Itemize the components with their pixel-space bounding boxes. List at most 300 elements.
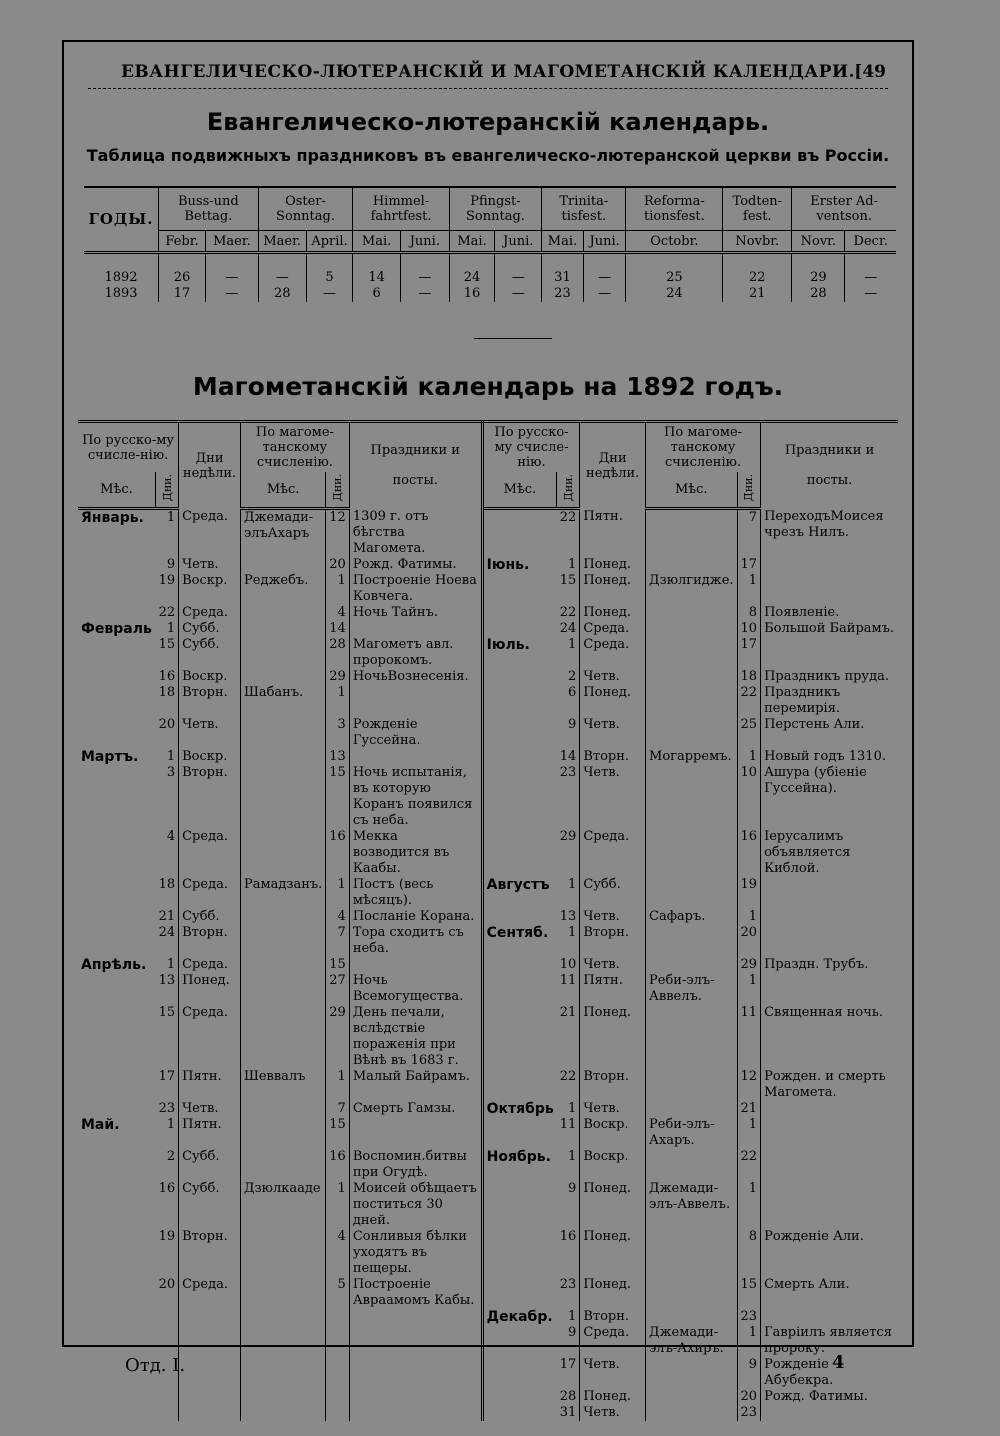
- holiday-cell: Іерусалимъ объявляется Киблой.: [764, 828, 851, 876]
- lutheran-table: [84, 186, 896, 302]
- weekday-cell: Понед.: [580, 573, 646, 605]
- month-cell: [482, 749, 557, 765]
- day-cell: 16: [557, 1229, 580, 1277]
- month-cell: [482, 685, 557, 717]
- muslim-day-cell: 1: [737, 749, 761, 765]
- holiday-cell: [349, 1117, 482, 1149]
- holiday-cell: [761, 1309, 898, 1325]
- holidays-header: Праздники и посты.: [761, 422, 898, 509]
- holiday-cell: День печали, вслѣдствіе пораженія при Вѣнѣ въ 1683 г.: [349, 1005, 482, 1069]
- holiday-cell: [349, 749, 482, 765]
- holiday-cell: [761, 973, 898, 1005]
- muslim-month-cell: [646, 925, 738, 957]
- day-cell: 3: [156, 765, 179, 829]
- weekday-cell: Вторн.: [179, 765, 241, 829]
- muslim-day-cell: 29: [737, 957, 761, 973]
- muslim-day-cell: [326, 1389, 350, 1405]
- calendar-row: [78, 605, 898, 621]
- day-cell: 9: [557, 717, 580, 749]
- month-cell: [78, 573, 156, 605]
- month-cell: [482, 717, 557, 749]
- holiday-cell: [761, 1181, 898, 1229]
- weekday-cell: Воскр.: [179, 573, 241, 605]
- muslim-month-cell: [646, 957, 738, 973]
- holiday-cell: Рожденіе Али.: [764, 1228, 864, 1244]
- feast-header: Pfingst-Sonntag.: [449, 187, 541, 231]
- month-cell: [482, 1069, 557, 1101]
- month-cell: Октябрь: [486, 1100, 554, 1117]
- muslim-month-cell: [241, 1005, 326, 1069]
- calendar-row: [78, 621, 898, 637]
- weekday-cell: Пятн.: [179, 1069, 241, 1101]
- muslim-month-cell: [646, 1389, 738, 1405]
- date-cell: —: [206, 286, 259, 302]
- holiday-cell: [761, 637, 898, 669]
- day-cell: 19: [156, 1229, 179, 1277]
- date-cell: 24: [626, 286, 723, 302]
- month-subheader: Мѣс.: [482, 472, 557, 509]
- month-cell: Декабр.: [486, 1308, 553, 1325]
- month-cell: [78, 717, 156, 749]
- lutheran-header-row: [84, 187, 896, 231]
- month-header: Novbr.: [723, 231, 792, 253]
- calendar-row: [78, 1357, 898, 1389]
- ornamental-rule: [88, 88, 888, 89]
- weekday-cell: Среда.: [179, 1005, 241, 1069]
- holiday-cell: Праздникъ пруда.: [764, 668, 889, 684]
- muslim-day-cell: 8: [737, 1229, 761, 1277]
- month-cell: Апрѣль.: [81, 956, 147, 973]
- date-cell: 29: [792, 270, 845, 286]
- holiday-cell: Ночь Всемогущества.: [349, 973, 482, 1005]
- month-cell: [482, 1229, 557, 1277]
- muslim-month-cell: Реби-элъ-Аввелъ.: [646, 973, 738, 1005]
- holiday-cell: Построеніе Ноева Ковчега.: [349, 573, 482, 605]
- muslim-month-cell: [241, 973, 326, 1005]
- muslim-day-cell: 7: [737, 509, 761, 557]
- weekday-cell: Четв.: [580, 1101, 646, 1117]
- muslim-day-cell: 15: [326, 957, 350, 973]
- muslim-day-cell: 25: [737, 717, 761, 749]
- day-cell: 1: [557, 557, 580, 573]
- calendar-row: [78, 909, 898, 925]
- muslim-month-cell: Джемади-элъАхаръ: [241, 509, 326, 557]
- muslim-day-cell: 16: [326, 1149, 350, 1181]
- holiday-cell: Священная ночь.: [764, 1004, 884, 1020]
- muslim-day-cell: 10: [737, 621, 761, 637]
- weekday-cell: Пятн.: [179, 1117, 241, 1149]
- weekday-cell: Субб.: [179, 1149, 241, 1181]
- muslim-month-cell: Дзюлкааде: [241, 1181, 326, 1229]
- date-cell: —: [400, 286, 449, 302]
- muslim-day-cell: 1: [737, 1181, 761, 1229]
- years-label: ГОДЫ.: [84, 187, 159, 253]
- muslim-month-cell: [646, 1149, 738, 1181]
- month-cell: [482, 621, 557, 637]
- date-cell: —: [864, 286, 878, 301]
- weekday-cell: Субб.: [179, 1181, 241, 1229]
- day-cell: 13: [557, 909, 580, 925]
- muslim-month-cell: [646, 1069, 738, 1101]
- date-cell: —: [864, 270, 878, 285]
- muslim-month-cell: [646, 877, 738, 909]
- muslim-day-cell: 1: [326, 877, 350, 909]
- month-cell: Іюль.: [486, 636, 530, 653]
- date-cell: —: [583, 286, 626, 302]
- muslim-day-cell: 16: [737, 829, 761, 877]
- muslim-day-cell: 20: [737, 925, 761, 957]
- day-cell: 18: [156, 877, 179, 909]
- muslim-day-cell: 27: [326, 973, 350, 1005]
- holiday-cell: Праздникъ перемирія.: [764, 684, 841, 716]
- calendar-row: [78, 765, 898, 829]
- muslim-day-cell: 15: [326, 765, 350, 829]
- feast-header: Oster-Sonntag.: [258, 187, 353, 231]
- weekday-cell: [179, 1325, 241, 1357]
- day-cell: 23: [156, 1101, 179, 1117]
- weekday-cell: Субб.: [179, 909, 241, 925]
- calendar-row: [78, 925, 898, 957]
- day-cell: 1: [557, 1309, 580, 1325]
- muslim-day-cell: 1: [326, 573, 350, 605]
- calendar-row: [78, 1229, 898, 1277]
- muslim-day-cell: 8: [737, 605, 761, 621]
- month-cell: [482, 669, 557, 685]
- muslim-day-cell: 29: [326, 669, 350, 685]
- month-cell: Май.: [81, 1116, 120, 1133]
- day-cell: 11: [557, 973, 580, 1005]
- muslim-day-cell: 11: [737, 1005, 761, 1069]
- month-cell: [78, 829, 156, 877]
- month-cell: Сентяб.: [486, 924, 549, 941]
- muslim-month-cell: [241, 1309, 326, 1325]
- weekday-cell: Четв.: [179, 1101, 241, 1117]
- calendar-row: [78, 669, 898, 685]
- month-cell: [482, 509, 557, 557]
- muslim-month-cell: [241, 605, 326, 621]
- muslim-month-cell: [241, 717, 326, 749]
- muslim-month-cell: [646, 1101, 738, 1117]
- section-separator: [474, 338, 552, 339]
- calendar-row: [78, 877, 898, 909]
- holiday-cell: [349, 621, 482, 637]
- month-cell: [78, 1101, 156, 1117]
- calendar-row: [78, 509, 898, 557]
- section-label: Отд. I.: [125, 1355, 186, 1376]
- month-cell: Мартъ.: [81, 748, 139, 765]
- weekday-cell: Воскр.: [179, 669, 241, 685]
- holiday-cell: [349, 957, 482, 973]
- muslim-month-cell: [646, 1357, 738, 1389]
- muslim-month-cell: [646, 509, 738, 557]
- month-subheader: Мѣс.: [78, 472, 156, 509]
- muslim-day-cell: 4: [326, 605, 350, 621]
- month-cell: [482, 1325, 557, 1357]
- holiday-cell: [761, 877, 898, 909]
- month-header: Febr.: [159, 231, 206, 253]
- weekday-cell: Четв.: [580, 669, 646, 685]
- muslim-day-cell: [326, 1357, 350, 1389]
- muslim-day-cell: [326, 1405, 350, 1421]
- month-cell: Февраль: [81, 620, 152, 637]
- holiday-cell: Рожденіе Гуссейна.: [349, 717, 482, 749]
- weekday-cell: Понед.: [580, 1181, 646, 1229]
- day-cell: 17: [156, 1069, 179, 1101]
- date-cell: 16: [449, 286, 495, 302]
- muslim-month-cell: [646, 1005, 738, 1069]
- weekday-cell: Понед.: [580, 1005, 646, 1069]
- muslim-month-cell: [241, 1149, 326, 1181]
- muslim-month-cell: [646, 557, 738, 573]
- muslim-day-cell: 1: [737, 1325, 761, 1357]
- date-cell: 25: [626, 270, 723, 286]
- day-cell: 2: [156, 1149, 179, 1181]
- weekday-cell: Среда.: [179, 1277, 241, 1309]
- calendar-row: [78, 1117, 898, 1149]
- day-cell: 1: [156, 621, 179, 637]
- muslim-month-cell: Джемади-элъ-Ахиръ.: [646, 1325, 738, 1357]
- holiday-cell: Ночь Тайнъ.: [349, 605, 482, 621]
- muslim-month-cell: [241, 1277, 326, 1309]
- calendar-row: [78, 1069, 898, 1101]
- muslim-day-cell: 3: [326, 717, 350, 749]
- muslim-month-cell: [241, 1229, 326, 1277]
- weekday-cell: Четв.: [580, 765, 646, 829]
- month-header: Mai.: [353, 231, 401, 253]
- holiday-cell: Мекка возводится въ Каабы.: [349, 829, 482, 877]
- weekday-cell: Понед.: [580, 605, 646, 621]
- weekday-cell: Четв.: [580, 957, 646, 973]
- muslim-month-cell: Рамадзанъ.: [241, 877, 326, 909]
- muslim-day-cell: 28: [326, 637, 350, 669]
- day-cell: 11: [557, 1117, 580, 1149]
- holiday-cell: [761, 1405, 898, 1421]
- muslim-day-cell: 1: [737, 573, 761, 605]
- holiday-cell: Смерть Али.: [764, 1276, 850, 1292]
- date-cell: —: [495, 270, 542, 286]
- weekday-cell: Субб.: [179, 621, 241, 637]
- date-cell: —: [400, 270, 449, 286]
- weekday-cell: Среда.: [179, 605, 241, 621]
- day-cell: 28: [557, 1389, 580, 1405]
- date-cell: 26: [159, 270, 206, 286]
- date-cell: 28: [792, 286, 845, 302]
- muslim-month-cell: [646, 765, 738, 829]
- muslim-day-cell: 15: [326, 1117, 350, 1149]
- month-cell: [78, 685, 156, 717]
- date-cell: 24: [449, 270, 495, 286]
- date-cell: 5: [306, 270, 353, 286]
- muslim-month-cell: [241, 829, 326, 877]
- holiday-cell: [349, 1405, 482, 1421]
- month-header: Juni.: [583, 231, 626, 253]
- calendar-row: [78, 829, 898, 877]
- lutheran-row-1892: [84, 270, 896, 286]
- day-cell: 21: [156, 909, 179, 925]
- month-cell: [482, 1005, 557, 1069]
- muslim-day-cell: 1: [326, 1181, 350, 1229]
- calendar-row: [78, 1325, 898, 1357]
- day-cell: 20: [156, 717, 179, 749]
- day-cell: 29: [557, 829, 580, 877]
- holiday-cell: Новый годъ 1310.: [764, 748, 886, 764]
- muslim-table: [78, 420, 898, 1421]
- holiday-cell: Появленіе.: [764, 604, 840, 620]
- date-cell: 14: [353, 270, 401, 286]
- date-cell: —: [495, 286, 542, 302]
- russian-reckoning-header: По русско-му счисле-нію.: [482, 422, 580, 473]
- month-cell: [482, 765, 557, 829]
- muslim-day-cell: 4: [326, 909, 350, 925]
- day-cell: 22: [557, 509, 580, 557]
- date-cell: 31: [542, 270, 584, 286]
- muslim-month-cell: Реби-элъ-Ахаръ.: [646, 1117, 738, 1149]
- holiday-cell: Моисей обѣщаетъ поститься 30 дней.: [349, 1181, 482, 1229]
- month-cell: [78, 1005, 156, 1069]
- date-cell: —: [306, 286, 353, 302]
- weekday-cell: Вторн.: [179, 925, 241, 957]
- month-cell: [78, 1405, 156, 1421]
- holiday-cell: [349, 1309, 482, 1325]
- weekday-cell: Вторн.: [580, 1069, 646, 1101]
- muslim-month-cell: [646, 621, 738, 637]
- day-cell: 9: [557, 1325, 580, 1357]
- muslim-month-cell: [241, 1405, 326, 1421]
- holiday-cell: Посланіе Корана.: [349, 909, 482, 925]
- month-cell: [78, 1277, 156, 1309]
- weekday-cell: Четв.: [580, 1405, 646, 1421]
- muslim-day-cell: 12: [737, 1069, 761, 1101]
- calendar-row: [78, 1149, 898, 1181]
- muslim-month-cell: [646, 1405, 738, 1421]
- muslim-day-cell: 7: [326, 1101, 350, 1117]
- weekday-cell: Воскр.: [580, 1149, 646, 1181]
- feast-header: Erster Ad-ventson.: [792, 187, 896, 231]
- month-cell: [78, 765, 156, 829]
- weekday-cell: Понед.: [179, 973, 241, 1005]
- holiday-cell: [761, 1101, 898, 1117]
- muslim-day-cell: 20: [737, 1389, 761, 1405]
- day-cell: 1: [156, 957, 179, 973]
- month-cell: [482, 605, 557, 621]
- weekday-cell: Вторн.: [580, 925, 646, 957]
- holiday-cell: [349, 685, 482, 717]
- muslim-day-cell: 21: [737, 1101, 761, 1117]
- holiday-cell: [761, 557, 898, 573]
- muslim-day-cell: 20: [326, 557, 350, 573]
- muslim-month-cell: Дзюлгидже.: [646, 573, 738, 605]
- muslim-month-cell: Шабанъ.: [241, 685, 326, 717]
- calendar-row: [78, 1389, 898, 1405]
- day-cell: 14: [557, 749, 580, 765]
- muslim-month-cell: [241, 557, 326, 573]
- month-subheader: Мѣс.: [646, 472, 738, 509]
- month-cell: [78, 877, 156, 909]
- weekday-cell: Среда.: [580, 1325, 646, 1357]
- days-subheader: Дни.: [156, 472, 179, 509]
- day-cell: 1: [557, 637, 580, 669]
- muslim-month-cell: [646, 717, 738, 749]
- calendar-row: [78, 685, 898, 717]
- days-subheader: Дни.: [737, 472, 761, 509]
- calendar-row: [78, 573, 898, 605]
- muslim-month-cell: [646, 1229, 738, 1277]
- muslim-day-cell: 12: [326, 509, 350, 557]
- muslim-day-cell: 17: [737, 557, 761, 573]
- muslim-day-cell: 22: [737, 1149, 761, 1181]
- month-cell: [78, 909, 156, 925]
- muslim-day-cell: 10: [737, 765, 761, 829]
- muslim-month-cell: [241, 1101, 326, 1117]
- holiday-cell: ПереходъМоисея чрезъ Нилъ.: [764, 508, 884, 540]
- muslim-month-cell: [241, 1325, 326, 1357]
- month-cell: [78, 605, 156, 621]
- month-cell: [482, 1181, 557, 1229]
- holiday-cell: Воспомин.битвы при Огудѣ.: [349, 1149, 482, 1181]
- day-cell: 15: [156, 637, 179, 669]
- holidays-header: Праздники и посты.: [349, 422, 482, 509]
- muslim-month-cell: [646, 669, 738, 685]
- weekday-cell: Вторн.: [580, 1309, 646, 1325]
- bottom-rule: [62, 1345, 912, 1347]
- calendar-row: [78, 957, 898, 973]
- muslim-month-cell: [241, 765, 326, 829]
- day-cell: 20: [156, 1277, 179, 1309]
- day-cell: 6: [557, 685, 580, 717]
- weekday-cell: Среда.: [179, 509, 241, 557]
- weekday-cell: Понед.: [580, 685, 646, 717]
- date-cell: 6: [353, 286, 401, 302]
- day-cell: 1: [557, 925, 580, 957]
- muslim-day-cell: [326, 1325, 350, 1357]
- muslim-day-cell: 23: [737, 1405, 761, 1421]
- muslim-month-cell: [646, 829, 738, 877]
- weekday-cell: Пятн.: [580, 973, 646, 1005]
- muslim-calendar: [78, 420, 898, 1421]
- muslim-month-cell: [646, 1277, 738, 1309]
- holiday-cell: Перстень Али.: [764, 716, 865, 732]
- muslim-reckoning-header: По магоме-танскому счисленію.: [646, 422, 761, 473]
- month-cell: [78, 669, 156, 685]
- holiday-cell: [349, 1357, 482, 1389]
- day-cell: 13: [156, 973, 179, 1005]
- day-cell: 16: [156, 669, 179, 685]
- muslim-day-cell: 1: [326, 1069, 350, 1101]
- day-cell: 1: [557, 1101, 580, 1117]
- month-cell: [482, 1117, 557, 1149]
- page-number-top: [49: [854, 62, 886, 82]
- calendar-row: [78, 1277, 898, 1309]
- calendar-row: [78, 1005, 898, 1069]
- day-cell: 1: [557, 877, 580, 909]
- month-cell: [78, 1069, 156, 1101]
- holiday-cell: 1309 г. отъ бѣгства Магомета.: [349, 509, 482, 557]
- month-cell: [482, 1277, 557, 1309]
- feast-header: Todten-fest.: [723, 187, 792, 231]
- day-cell: 21: [557, 1005, 580, 1069]
- day-cell: 9: [156, 557, 179, 573]
- month-subheader: Мѣс.: [241, 472, 326, 509]
- month-cell: Ноябрь.: [486, 1148, 551, 1165]
- holiday-cell: [761, 573, 898, 605]
- month-cell: [482, 957, 557, 973]
- day-cell: [156, 1309, 179, 1325]
- day-cell: 23: [557, 765, 580, 829]
- muslim-month-cell: [241, 1357, 326, 1389]
- month-header: Maer.: [258, 231, 306, 253]
- lutheran-month-row: [84, 231, 896, 253]
- calendar-row: [78, 637, 898, 669]
